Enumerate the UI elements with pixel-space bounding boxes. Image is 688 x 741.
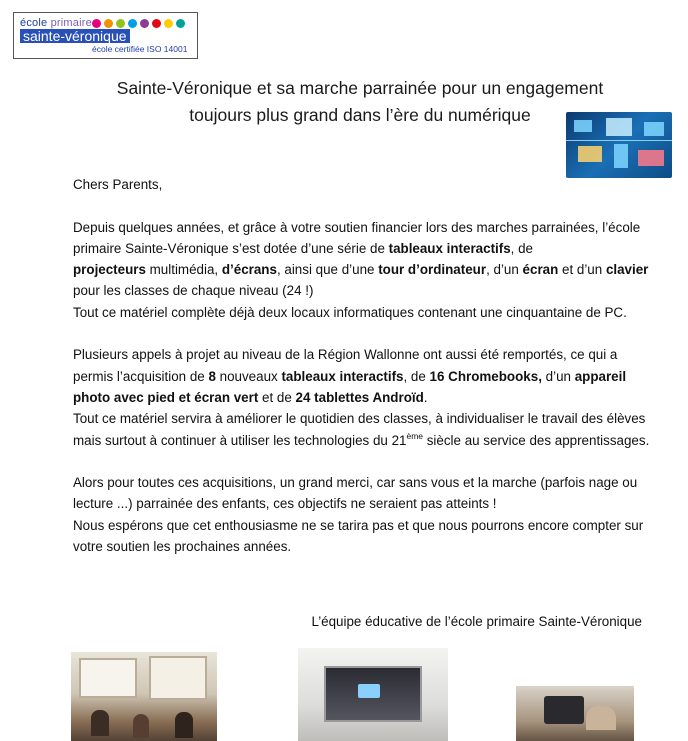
bold-run: clavier [605, 262, 649, 278]
photo-person [133, 714, 149, 738]
photo-person [175, 712, 193, 738]
logo-word-ecole: école [20, 17, 51, 29]
photo-window [79, 658, 137, 698]
logo-dot [116, 19, 125, 28]
paragraph-3: Alors pour toutes ces acquisitions, un grand merci, car sans vous et la marche (parfois nage ou lecture ...) parrainée des enfants, ces objectifs ne seraient pas atteints ! [73, 475, 638, 512]
text-run: et d’un [558, 262, 606, 278]
text-run: , ainsi que d’une [276, 262, 379, 278]
paragraph-3-continued: Nous espérons que cet enthousiasme ne se tarira pas et que nous pourrons encore compter sur votre soutien les prochaines années. [73, 517, 644, 555]
text-run: nouveaux [215, 368, 282, 384]
logo-color-dots [92, 19, 185, 28]
logo-iso-label: école certifiée ISO 14001 [92, 44, 188, 54]
illustration-line [566, 140, 672, 141]
illustration-screen [644, 122, 664, 136]
logo-word-primaire: primaire [50, 17, 92, 29]
photo-person [91, 710, 109, 736]
text-run: et de [258, 389, 296, 405]
logo-dot [128, 19, 137, 28]
bold-run: projecteurs [73, 262, 146, 278]
title-line-1: Sainte-Véronique et sa marche parrainée pour un engagement [116, 78, 604, 98]
text-run: Plusieurs appels à projet au niveau de la Région Wallonne ont aussi été remportés, ce qui a permis l’acquisition de [73, 347, 618, 384]
bold-run: tour d’ordinateur [378, 262, 487, 278]
illustration-device [614, 144, 628, 168]
photo-projection [358, 684, 380, 698]
illustration-screen [606, 118, 632, 136]
bold-run: appareil photo avec pied et écran vert [73, 368, 627, 405]
text-run: , de [403, 368, 430, 384]
text-run: pour les classes de chaque niveau (24 !) [73, 283, 314, 299]
logo-dot [152, 19, 161, 28]
text-run: d’un [541, 368, 575, 384]
bold-run: d’écrans [221, 262, 277, 278]
paragraph-1 [73, 217, 653, 302]
text-run: , d’un [486, 262, 523, 278]
logo-dot [92, 19, 101, 28]
illustration-screen [574, 120, 592, 132]
paragraph-2-continued [73, 408, 653, 451]
bold-run: 16 Chromebooks, [429, 368, 542, 384]
photo-tablet [544, 696, 584, 724]
technology-illustration [566, 112, 672, 178]
text-run: siècle au service des apprentissages. [423, 432, 650, 448]
logo-dot [176, 19, 185, 28]
text-run: , de [510, 240, 533, 256]
classroom-photo [71, 652, 217, 741]
illustration-screen [638, 150, 664, 166]
text-run: Depuis quelques années, et grâce à votre soutien financier lors des marches parrainées, l’école primaire Sainte-Véronique s’est dotée d’une série de [73, 219, 641, 256]
bold-run: tableaux interactifs [388, 240, 511, 256]
text-run: . [423, 389, 428, 405]
illustration-screen [578, 146, 602, 162]
logo-dot [164, 19, 173, 28]
bold-run: écran [522, 262, 559, 278]
title-line-2: toujours plus grand dans l’ère du numérique [189, 105, 531, 125]
tablet-photo [516, 686, 634, 741]
bold-run: 8 [208, 368, 216, 384]
bold-run: tableaux interactifs [281, 368, 404, 384]
photo-person [586, 706, 616, 730]
greeting: Chers Parents, [73, 177, 163, 192]
paragraph-2 [73, 344, 653, 408]
letter-body [73, 174, 653, 557]
signature: L’équipe éducative de l’école primaire Sainte-Véronique [311, 614, 642, 629]
superscript: ème [406, 430, 424, 441]
bold-run: 24 tablettes Androïd [295, 389, 424, 405]
school-logo [13, 12, 198, 59]
logo-dot [104, 19, 113, 28]
photo-window [149, 656, 207, 700]
projector-photo [298, 648, 448, 741]
text-run: Tout ce matériel servira à améliorer le quotidien des classes, à individualiser le travail des élèves mais surtout à continuer à utiliser les technologies du 21 [73, 411, 646, 448]
logo-dot [140, 19, 149, 28]
text-run: multimédia, [145, 262, 222, 278]
paragraph-1-continued: Tout ce matériel complète déjà deux locaux informatiques contenant une cinquantaine de PC. [73, 304, 627, 320]
logo-school-name: sainte-véronique [20, 29, 130, 43]
